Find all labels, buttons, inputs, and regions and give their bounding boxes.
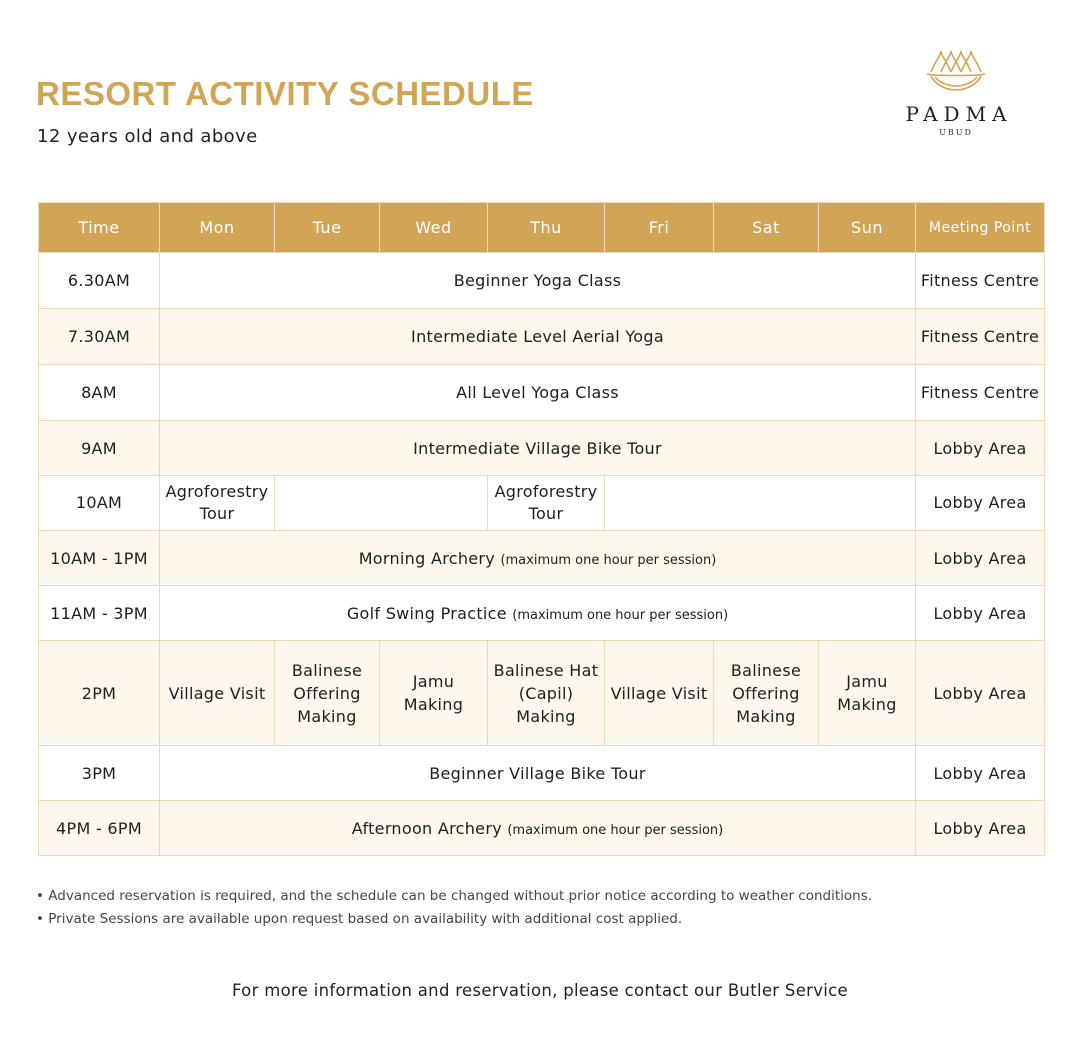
table-row (39, 253, 1045, 309)
cell-tue-activity: Balinese Offering Making (275, 641, 380, 746)
row-time: 10AM (39, 476, 160, 531)
row-meeting-point: Lobby Area (916, 801, 1045, 856)
row-activity: Intermediate Level Aerial Yoga (160, 309, 916, 365)
table-row (39, 365, 1045, 421)
row-time: 6.30AM (39, 253, 160, 309)
note-item: • Private Sessions are available upon request based on availability with additional cost applied. (36, 911, 683, 927)
row-activity: Golf Swing Practice (346, 603, 507, 623)
footer-contact: For more information and reservation, please contact our Butler Service (231, 981, 849, 1000)
row-time: 11AM - 3PM (39, 586, 160, 641)
col-header-mon: Mon (160, 203, 275, 253)
col-header-meeting-point: Meeting Point (916, 203, 1045, 253)
cell-mon-activity: Village Visit (160, 641, 275, 746)
row-activity: Morning Archery (358, 548, 496, 568)
cell-wed-activity: Jamu Making (380, 641, 488, 746)
table-header-row (39, 203, 1045, 253)
row-time: 8AM (39, 365, 160, 421)
row-activity-cell (160, 531, 916, 586)
row-meeting-point: Lobby Area (916, 531, 1045, 586)
row-time: 9AM (39, 421, 160, 476)
cell-sat-activity: Balinese Offering Making (714, 641, 819, 746)
row-activity-cell (160, 801, 916, 856)
table-row (39, 746, 1045, 801)
cell-fri-activity: Village Visit (605, 641, 714, 746)
note-text: Private Sessions are available upon request based on availability with additional cost applied. (48, 911, 683, 927)
col-header-tue: Tue (275, 203, 380, 253)
cell-sun-activity: Jamu Making (819, 641, 916, 746)
row-time: 10AM - 1PM (39, 531, 160, 586)
row-activity-note: (maximum one hour per session) (507, 822, 724, 838)
col-header-wed: Wed (380, 203, 488, 253)
row-activity: Beginner Yoga Class (160, 253, 916, 309)
row-time: 4PM - 6PM (39, 801, 160, 856)
col-header-sat: Sat (714, 203, 819, 253)
row-time: 3PM (39, 746, 160, 801)
row-meeting-point: Lobby Area (916, 641, 1045, 746)
table-row (39, 586, 1045, 641)
row-activity: Afternoon Archery (351, 818, 502, 838)
table-row (39, 476, 1045, 531)
row-time: 7.30AM (39, 309, 160, 365)
notes-list (36, 888, 872, 934)
row-activity-note: (maximum one hour per session) (500, 552, 717, 568)
row-meeting-point: Lobby Area (916, 421, 1045, 476)
table-row (39, 801, 1045, 856)
col-header-thu: Thu (488, 203, 605, 253)
brand-logo (895, 50, 1017, 137)
col-header-fri: Fri (605, 203, 714, 253)
col-header-time: Time (39, 203, 160, 253)
cell-thu-activity: Agroforestry Tour (488, 476, 605, 531)
row-meeting-point: Lobby Area (916, 586, 1045, 641)
cell-empty (275, 476, 488, 531)
page-title: RESORT ACTIVITY SCHEDULE (36, 75, 534, 112)
table-row (39, 531, 1045, 586)
logo-sub: UBUD (939, 128, 973, 137)
row-activity: Intermediate Village Bike Tour (160, 421, 916, 476)
lotus-icon (925, 50, 987, 92)
row-activity-note: (maximum one hour per session) (512, 607, 729, 623)
col-header-sun: Sun (819, 203, 916, 253)
cell-empty (605, 476, 916, 531)
table-row (39, 641, 1045, 746)
cell-mon-activity: Agroforestry Tour (160, 476, 275, 531)
row-meeting-point: Lobby Area (916, 746, 1045, 801)
row-activity: Beginner Village Bike Tour (160, 746, 916, 801)
row-meeting-point: Fitness Centre (916, 365, 1045, 421)
row-time: 2PM (39, 641, 160, 746)
row-activity: All Level Yoga Class (160, 365, 916, 421)
table-row (39, 421, 1045, 476)
table-row (39, 309, 1045, 365)
cell-thu-activity: Balinese Hat (Capil) Making (488, 641, 605, 746)
row-meeting-point: Lobby Area (916, 476, 1045, 531)
row-meeting-point: Fitness Centre (916, 309, 1045, 365)
row-meeting-point: Fitness Centre (916, 253, 1045, 309)
note-item: • Advanced reservation is required, and the schedule can be changed without prior notice according to weather conditions. (36, 888, 873, 904)
logo-name: PADMA (905, 102, 1013, 126)
row-activity-cell (160, 586, 916, 641)
page-subtitle: 12 years old and above (37, 126, 258, 147)
note-text: Advanced reservation is required, and the schedule can be changed without prior notice according to weather conditions. (48, 888, 873, 904)
schedule-table (38, 202, 1045, 856)
